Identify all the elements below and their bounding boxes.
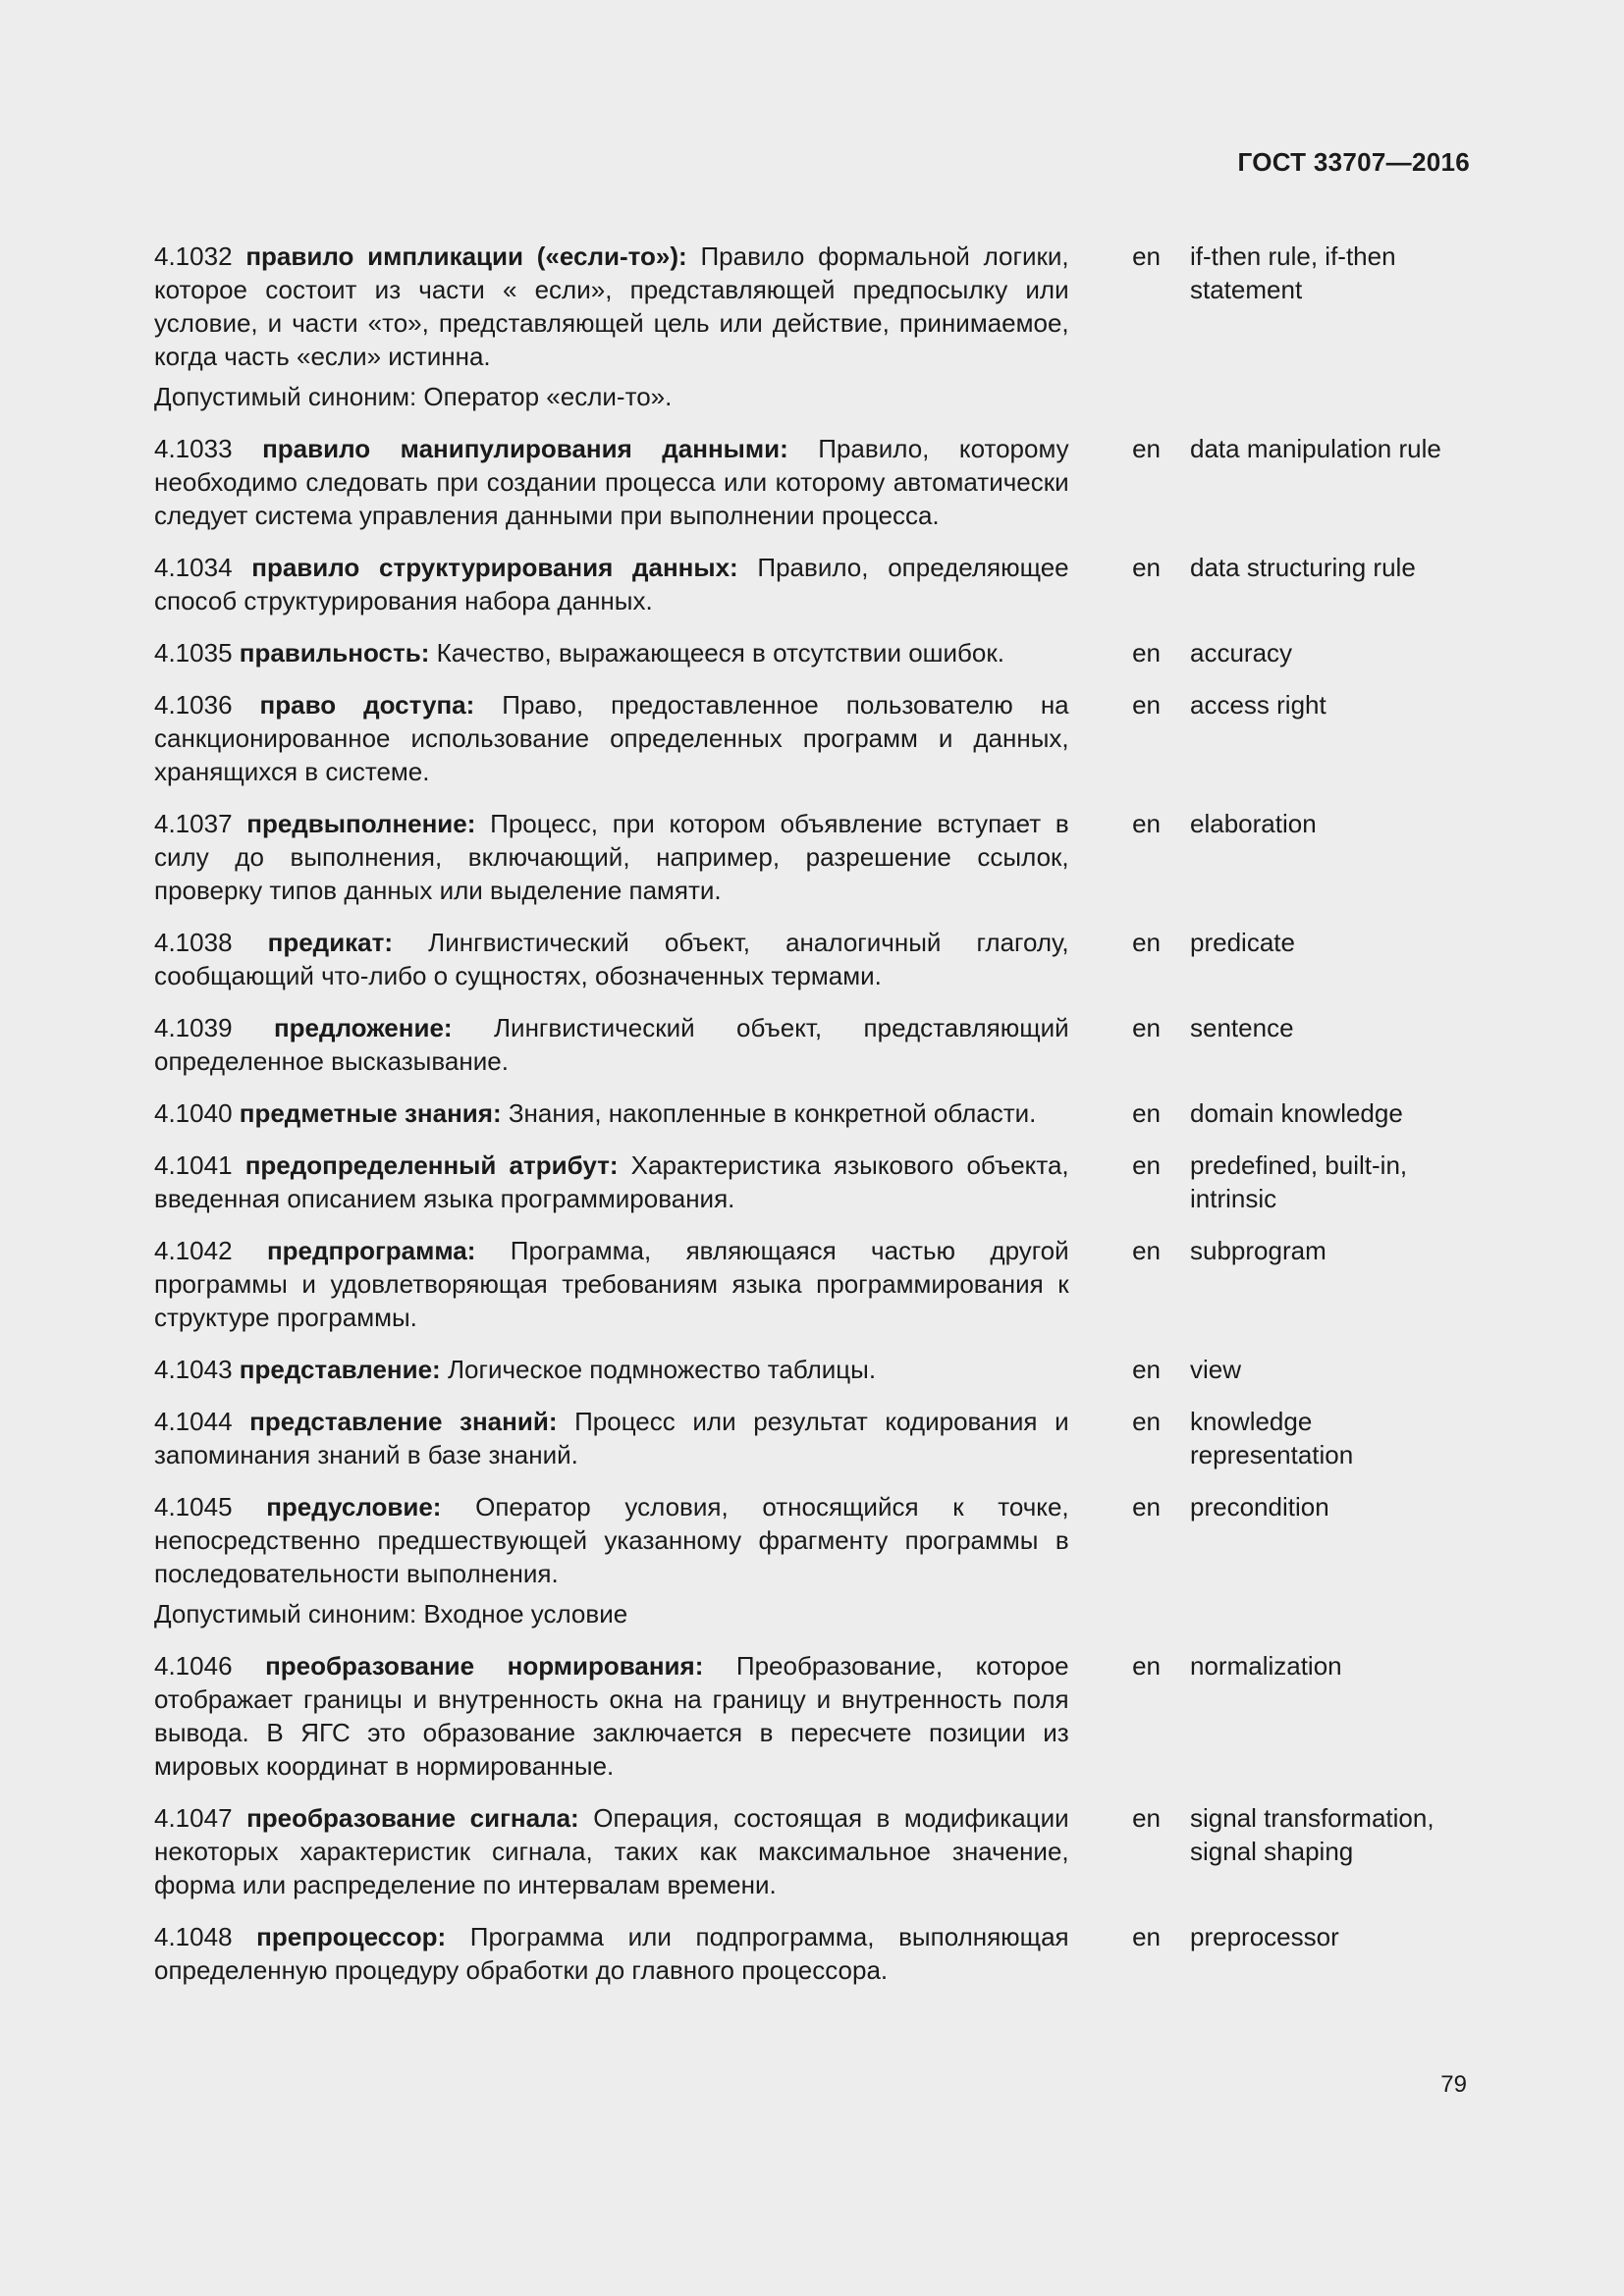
terms-list xyxy=(154,240,1470,2005)
term-entry xyxy=(154,432,1470,532)
term-definition: Программа, являющаяся частью другой программы и удовлетворяющая требованиям языка программирования к структуре программы. xyxy=(154,1236,1069,1332)
term-paragraph xyxy=(154,1353,1069,1386)
term-paragraph xyxy=(154,240,1069,373)
term-entry xyxy=(154,1490,1470,1630)
term-number: 4.1034 xyxy=(154,553,233,582)
term-definition: Программа или подпрограмма, выполняющая определенную процедуру обработки до главного процессора. xyxy=(154,1922,1069,1985)
term-name: предметные знания: xyxy=(239,1098,502,1128)
term-definition-block xyxy=(154,1405,1069,1471)
term-language-code: en xyxy=(1132,553,1161,582)
term-entry xyxy=(154,1405,1470,1471)
term-english-equivalent: signal transformation, signal shaping xyxy=(1190,1803,1435,1866)
term-number: 4.1038 xyxy=(154,928,233,957)
term-definition-block xyxy=(154,688,1069,788)
term-definition-block xyxy=(154,1096,1069,1130)
term-definition-block xyxy=(154,1148,1069,1215)
term-number: 4.1046 xyxy=(154,1651,233,1681)
term-english-equivalent: data manipulation rule xyxy=(1190,434,1441,463)
term-number: 4.1042 xyxy=(154,1236,233,1265)
term-number: 4.1040 xyxy=(154,1098,233,1128)
term-language-code: en xyxy=(1132,1098,1161,1128)
term-paragraph xyxy=(154,807,1069,907)
term-english-equivalent: access right xyxy=(1190,690,1326,720)
term-english-equivalent: subprogram xyxy=(1190,1236,1326,1265)
term-english-equivalent: knowledge representation xyxy=(1190,1407,1354,1469)
term-english-equivalent: preprocessor xyxy=(1190,1922,1339,1951)
term-definition: Знания, накопленные в конкретной области. xyxy=(501,1098,1037,1128)
term-entry xyxy=(154,1649,1470,1783)
term-english-equivalent: elaboration xyxy=(1190,809,1317,838)
term-name: преобразование сигнала: xyxy=(246,1803,579,1833)
term-synonym: Допустимый синоним: Входное условие xyxy=(154,1599,628,1629)
term-name: предикат: xyxy=(267,928,394,957)
term-definition: Лингвистический объект, аналогичный глаголу, сообщающий что-либо о сущностях, обозначенных термами. xyxy=(154,928,1069,990)
term-entry xyxy=(154,688,1470,788)
term-number: 4.1043 xyxy=(154,1355,233,1384)
term-entry xyxy=(154,1920,1470,1987)
term-english-equivalent: view xyxy=(1190,1355,1242,1384)
term-language-code: en xyxy=(1132,1651,1161,1681)
term-number: 4.1037 xyxy=(154,809,233,838)
term-language-code: en xyxy=(1132,241,1161,271)
term-definition-block xyxy=(154,1490,1069,1630)
term-definition: Характеристика языкового объекта, введенная описанием языка программирования. xyxy=(154,1150,1069,1213)
term-definition: Логическое подмножество таблицы. xyxy=(440,1355,877,1384)
term-number: 4.1044 xyxy=(154,1407,233,1436)
term-paragraph xyxy=(154,1096,1069,1130)
term-paragraph xyxy=(154,1234,1069,1334)
term-language-code: en xyxy=(1132,1236,1161,1265)
term-number: 4.1036 xyxy=(154,690,233,720)
term-definition-block xyxy=(154,636,1069,669)
term-paragraph xyxy=(154,1801,1069,1901)
term-entry xyxy=(154,240,1470,413)
term-english-equivalent: precondition xyxy=(1190,1492,1329,1522)
term-language-code: en xyxy=(1132,638,1161,667)
term-name: преобразование нормирования: xyxy=(265,1651,704,1681)
term-language-code: en xyxy=(1132,1013,1161,1042)
term-synonym: Допустимый синоним: Оператор «если-то». xyxy=(154,382,673,411)
term-definition-block xyxy=(154,432,1069,532)
term-definition: Процесс или результат кодирования и запоминания знаний в базе знаний. xyxy=(154,1407,1069,1469)
term-paragraph xyxy=(154,688,1069,788)
term-definition: Правило, определяющее способ структурирования набора данных. xyxy=(154,553,1069,615)
term-definition-block xyxy=(154,1011,1069,1078)
term-paragraph xyxy=(154,551,1069,617)
term-language-code: en xyxy=(1132,809,1161,838)
term-name: правило структурирования данных: xyxy=(251,553,738,582)
term-paragraph xyxy=(154,1920,1069,1987)
term-entry xyxy=(154,1148,1470,1215)
page-number: 79 xyxy=(1440,2071,1467,2098)
term-paragraph xyxy=(154,1405,1069,1471)
term-definition-block xyxy=(154,551,1069,617)
term-entry xyxy=(154,1234,1470,1334)
term-number: 4.1045 xyxy=(154,1492,233,1522)
term-paragraph xyxy=(154,1649,1069,1783)
term-definition: Лингвистический объект, представляющий определенное высказывание. xyxy=(154,1013,1069,1076)
term-entry xyxy=(154,1801,1470,1901)
term-number: 4.1048 xyxy=(154,1922,233,1951)
term-paragraph xyxy=(154,636,1069,669)
term-name: право доступа: xyxy=(259,690,475,720)
term-name: предвыполнение: xyxy=(246,809,476,838)
term-definition-block xyxy=(154,807,1069,907)
term-entry xyxy=(154,1353,1470,1386)
term-language-code: en xyxy=(1132,928,1161,957)
term-language-code: en xyxy=(1132,1492,1161,1522)
term-english-equivalent: normalization xyxy=(1190,1651,1342,1681)
term-entry xyxy=(154,807,1470,907)
term-paragraph xyxy=(154,926,1069,992)
term-name: представление: xyxy=(239,1355,441,1384)
term-definition: Преобразование, которое отображает границы и внутренность окна на границу и внутренность поля вывода. В ЯГС это образование заключается в пересчете позиции из мировых координат в нормированные. xyxy=(154,1651,1069,1781)
term-definition-block xyxy=(154,1920,1069,1987)
term-definition-block xyxy=(154,1353,1069,1386)
term-definition-block xyxy=(154,1801,1069,1901)
term-definition-block xyxy=(154,926,1069,992)
term-definition: Право, предоставленное пользователю на санкционированное использование определенных программ и данных, хранящихся в системе. xyxy=(154,690,1069,786)
term-language-code: en xyxy=(1132,1355,1161,1384)
term-definition: Правило формальной логики, которое состоит из части « если», представляющей предпосылку или условие, и части «то», представляющей цель или действие, принимаемое, когда часть «если» истинна. xyxy=(154,241,1069,371)
term-number: 4.1047 xyxy=(154,1803,233,1833)
term-language-code: en xyxy=(1132,1803,1161,1833)
term-english-equivalent: domain knowledge xyxy=(1190,1098,1403,1128)
term-name: предложение: xyxy=(273,1013,453,1042)
term-definition: Качество, выражающееся в отсутствии ошибок. xyxy=(429,638,1004,667)
term-entry xyxy=(154,551,1470,617)
term-english-equivalent: accuracy xyxy=(1190,638,1293,667)
term-name: предусловие: xyxy=(266,1492,442,1522)
term-english-equivalent: predicate xyxy=(1190,928,1295,957)
term-number: 4.1041 xyxy=(154,1150,233,1180)
term-paragraph xyxy=(154,1011,1069,1078)
term-entry xyxy=(154,926,1470,992)
term-definition: Правило, которому необходимо следовать при создании процесса или которому автоматически следует система управления данными при выполнении процесса. xyxy=(154,434,1069,530)
term-name: предопределенный атрибут: xyxy=(244,1150,619,1180)
term-name: правило манипулирования данными: xyxy=(262,434,788,463)
term-number: 4.1033 xyxy=(154,434,233,463)
term-entry xyxy=(154,1011,1470,1078)
term-english-equivalent: sentence xyxy=(1190,1013,1294,1042)
term-paragraph xyxy=(154,1148,1069,1215)
term-number: 4.1039 xyxy=(154,1013,233,1042)
term-definition: Процесс, при котором объявление вступает в силу до выполнения, включающий, например, разрешение ссылок, проверку типов данных или выделение памяти. xyxy=(154,809,1069,905)
term-name: препроцессор: xyxy=(256,1922,447,1951)
term-name: правильность: xyxy=(239,638,430,667)
term-definition: Оператор условия, относящийся к точке, непосредственно предшествующей указанному фрагменту программы в последовательности выполнения. xyxy=(154,1492,1069,1588)
term-number: 4.1035 xyxy=(154,638,233,667)
term-name: предпрограмма: xyxy=(266,1236,476,1265)
term-language-code: en xyxy=(1132,1922,1161,1951)
term-name: правило импликации («если-то»): xyxy=(245,241,687,271)
term-language-code: en xyxy=(1132,1150,1161,1180)
term-language-code: en xyxy=(1132,690,1161,720)
term-definition-block xyxy=(154,240,1069,413)
term-language-code: en xyxy=(1132,434,1161,463)
term-english-equivalent: if-then rule, if-then statement xyxy=(1190,241,1396,304)
term-english-equivalent: predefined, built-in, intrinsic xyxy=(1190,1150,1408,1213)
term-entry xyxy=(154,636,1470,669)
term-definition-block xyxy=(154,1649,1069,1783)
term-definition: Операция, состоящая в модификации некоторых характеристик сигнала, таких как максимальное значение, форма или распределение по интервалам времени. xyxy=(154,1803,1069,1899)
term-definition-block xyxy=(154,1234,1069,1334)
term-language-code: en xyxy=(1132,1407,1161,1436)
term-number: 4.1032 xyxy=(154,241,233,271)
term-name: представление знаний: xyxy=(249,1407,558,1436)
term-entry xyxy=(154,1096,1470,1130)
term-english-equivalent: data structuring rule xyxy=(1190,553,1416,582)
term-paragraph xyxy=(154,1490,1069,1590)
page-header-standard: ГОСТ 33707—2016 xyxy=(1237,147,1470,177)
term-paragraph xyxy=(154,432,1069,532)
